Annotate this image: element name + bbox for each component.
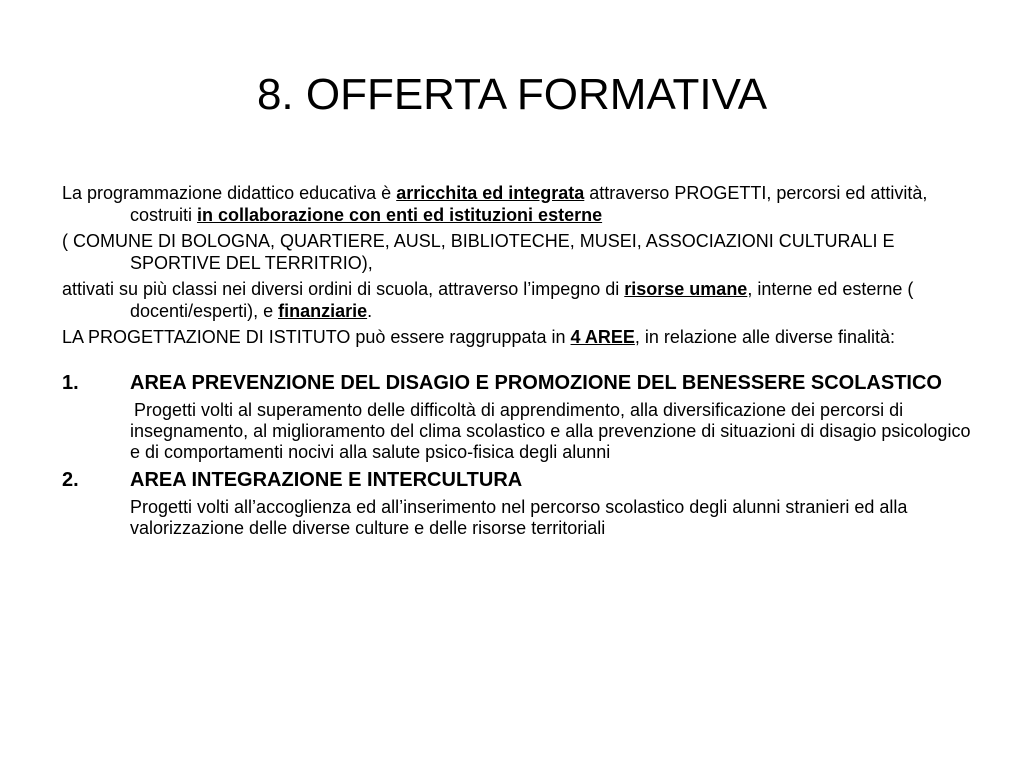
- resources-emphasis-human: risorse umane: [624, 279, 748, 299]
- area-heading: AREA INTEGRAZIONE E INTERCULTURA: [130, 469, 523, 491]
- intro-emphasis-collaboration: in collaborazione con enti ed istituzioni esterne: [197, 205, 603, 225]
- intro-paragraph: [62, 182, 972, 226]
- resources-text-3: .: [367, 301, 373, 321]
- planning-text: LA PROGETTAZIONE DI ISTITUTO può essere raggruppata in: [62, 327, 571, 347]
- area-number: 2.: [62, 469, 79, 491]
- area-description: Progetti volti al superamento delle difficoltà di apprendimento, alla diversificazione dei percorsi di insegnamento, al miglioramento del clima scolastico e alla prevenzione di situazioni di disagio psicologico e di comportamenti nocivi alla salute psico-fisica degli alunni: [130, 400, 971, 462]
- area-item: [62, 469, 972, 491]
- planning-emphasis-areas: 4 AREE: [570, 327, 635, 347]
- area-heading: AREA PREVENZIONE DEL DISAGIO E PROMOZIONE DEL BENESSERE SCOLASTICO: [130, 372, 942, 394]
- intro-text-2: attraverso PROGETTI, percorsi ed attività, costruiti: [130, 183, 928, 225]
- resources-text: attivati su più classi nei diversi ordini di scuola, attraverso l’impegno di: [62, 279, 625, 299]
- area-item: [62, 372, 972, 394]
- partners-paragraph: ( COMUNE DI BOLOGNA, QUARTIERE, AUSL, BIBLIOTECHE, MUSEI, ASSOCIAZIONI CULTURALI E SPORTIVE DEL TERRITRIO),: [62, 231, 895, 273]
- slide-body: [62, 182, 972, 539]
- planning-paragraph: [62, 326, 972, 348]
- intro-text: La programmazione didattico educativa è: [62, 183, 397, 203]
- resources-text-2: , interne ed esterne ( docenti/esperti), e: [130, 279, 914, 321]
- planning-text-2: , in relazione alle diverse finalità:: [634, 327, 896, 347]
- resources-paragraph: [62, 278, 972, 322]
- intro-emphasis-integrated: arricchita ed integrata: [396, 183, 585, 203]
- resources-emphasis-financial: finanziarie: [278, 301, 368, 321]
- area-description: Progetti volti all’accoglienza ed all’inserimento nel percorso scolastico degli alunni stranieri ed alla valorizzazione delle diverse culture e delle risorse territoriali: [130, 497, 908, 538]
- area-number: 1.: [62, 372, 79, 394]
- slide-title: 8. OFFERTA FORMATIVA: [256, 70, 768, 119]
